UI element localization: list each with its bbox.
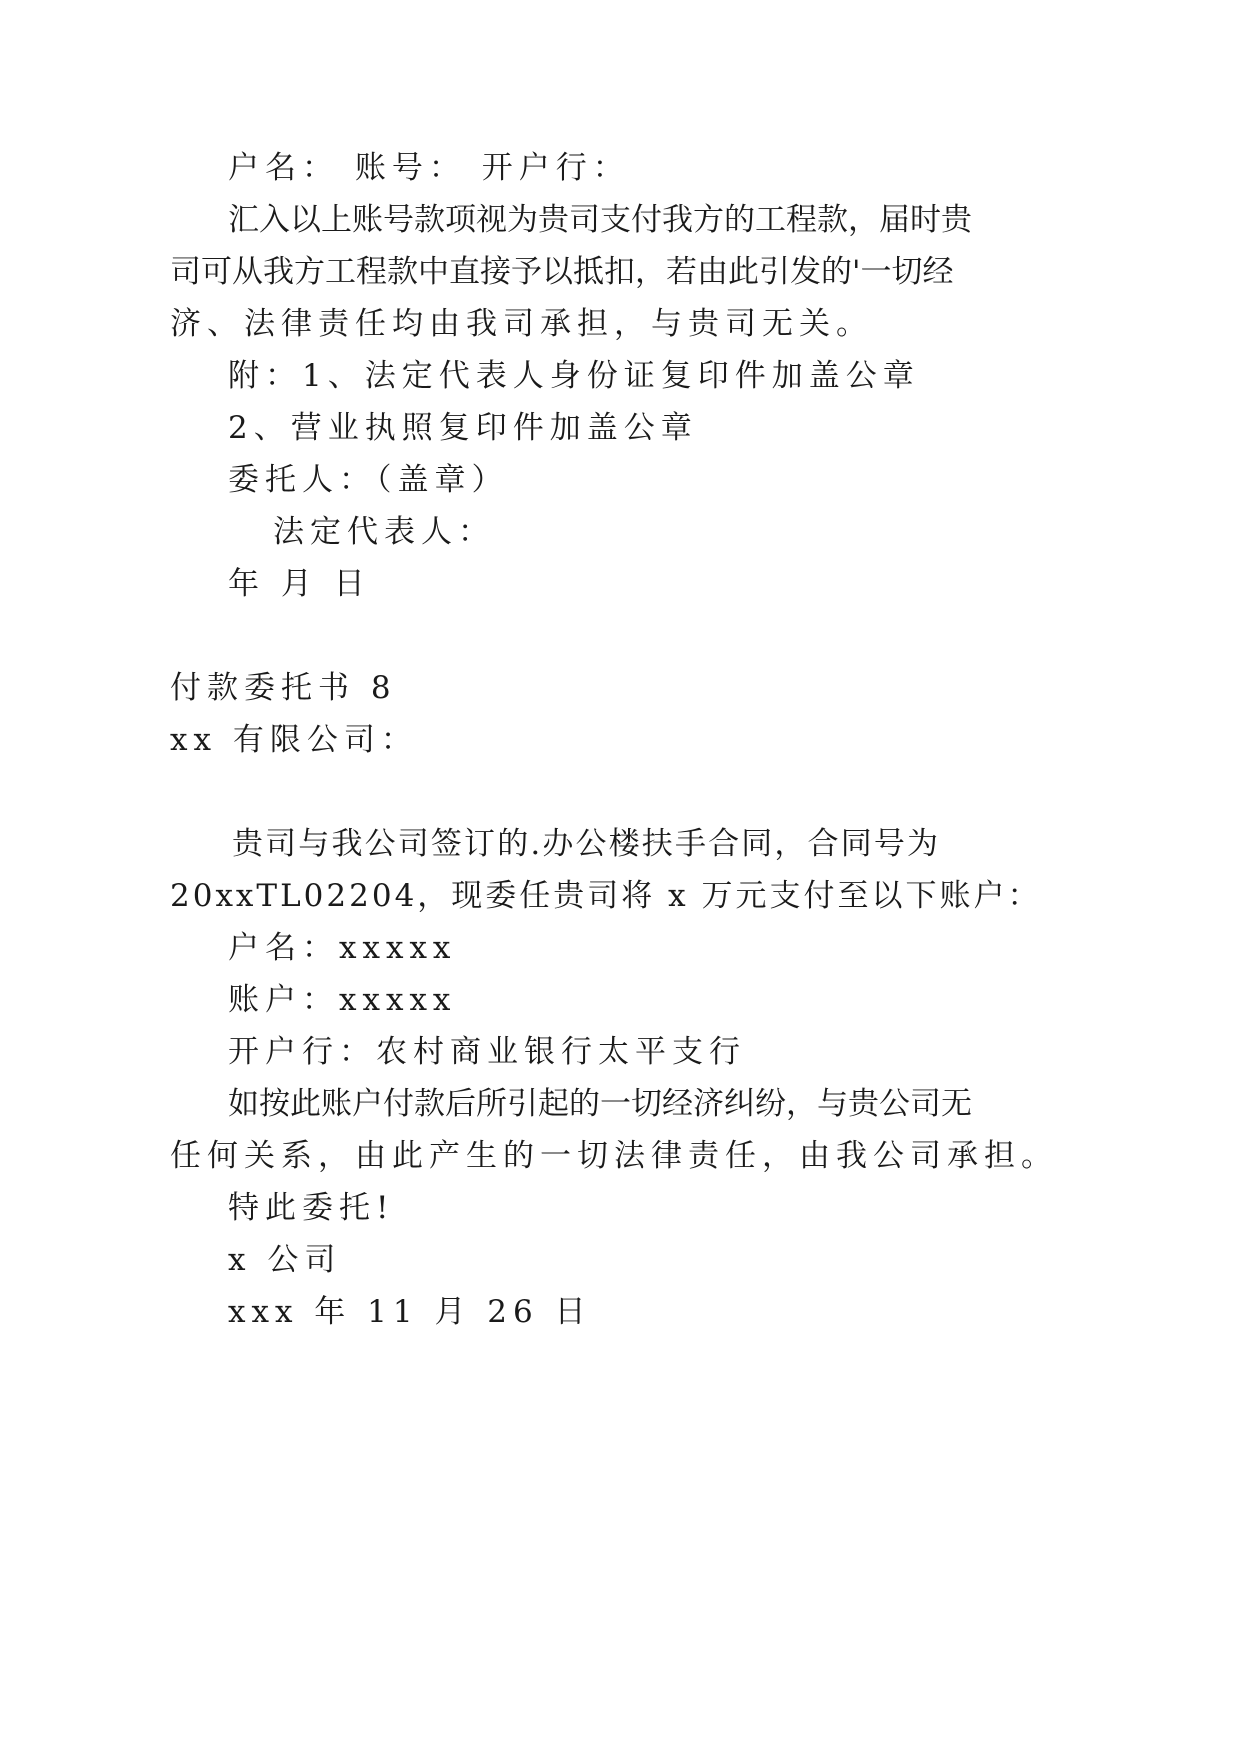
account-name-line: 户名：xxxxx [228, 930, 457, 966]
paragraph-line: 司可从我方工程款中直接予以抵扣，若由此引发的'一切经 [170, 254, 954, 290]
bank-line: 开户行：农村商业银行太平支行 [228, 1034, 746, 1070]
date-line: 年 月 日 [228, 566, 371, 602]
paragraph-line: 济、法律责任均由我司承担，与贵司无关。 [170, 306, 873, 342]
addressee-line: xx 有限公司： [170, 722, 418, 758]
account-number-line: 账户：xxxxx [228, 982, 457, 1018]
principal-seal-line: 委托人：（盖章） [228, 462, 509, 498]
paragraph-line: 如按此账户付款后所引起的一切经济纠纷，与贵公司无 [228, 1086, 972, 1122]
paragraph-line: 20xxTL02204，现委任贵司将 x 万元支付至以下账户： [170, 878, 1042, 914]
company-signature: x 公司 [228, 1242, 342, 1278]
legal-representative-line: 法定代表人： [273, 514, 495, 550]
attachment-item-1: 附：1、法定代表人身份证复印件加盖公章 [228, 358, 920, 394]
paragraph-line: 汇入以上账号款项视为贵司支付我方的工程款，届时贵 [228, 202, 972, 238]
paragraph-line: 贵司与我公司签订的.办公楼扶手合同，合同号为 [232, 826, 938, 862]
document-title: 付款委托书 8 [170, 670, 397, 706]
attachment-item-2: 2、营业执照复印件加盖公章 [228, 410, 698, 446]
account-info-line: 户名： 账号： 开户行： [228, 150, 630, 186]
date-line: xxx 年 11 月 26 日 [228, 1294, 592, 1330]
closing-line: 特此委托! [228, 1190, 395, 1226]
paragraph-line: 任何关系，由此产生的一切法律责任，由我公司承担。 [170, 1138, 1058, 1174]
